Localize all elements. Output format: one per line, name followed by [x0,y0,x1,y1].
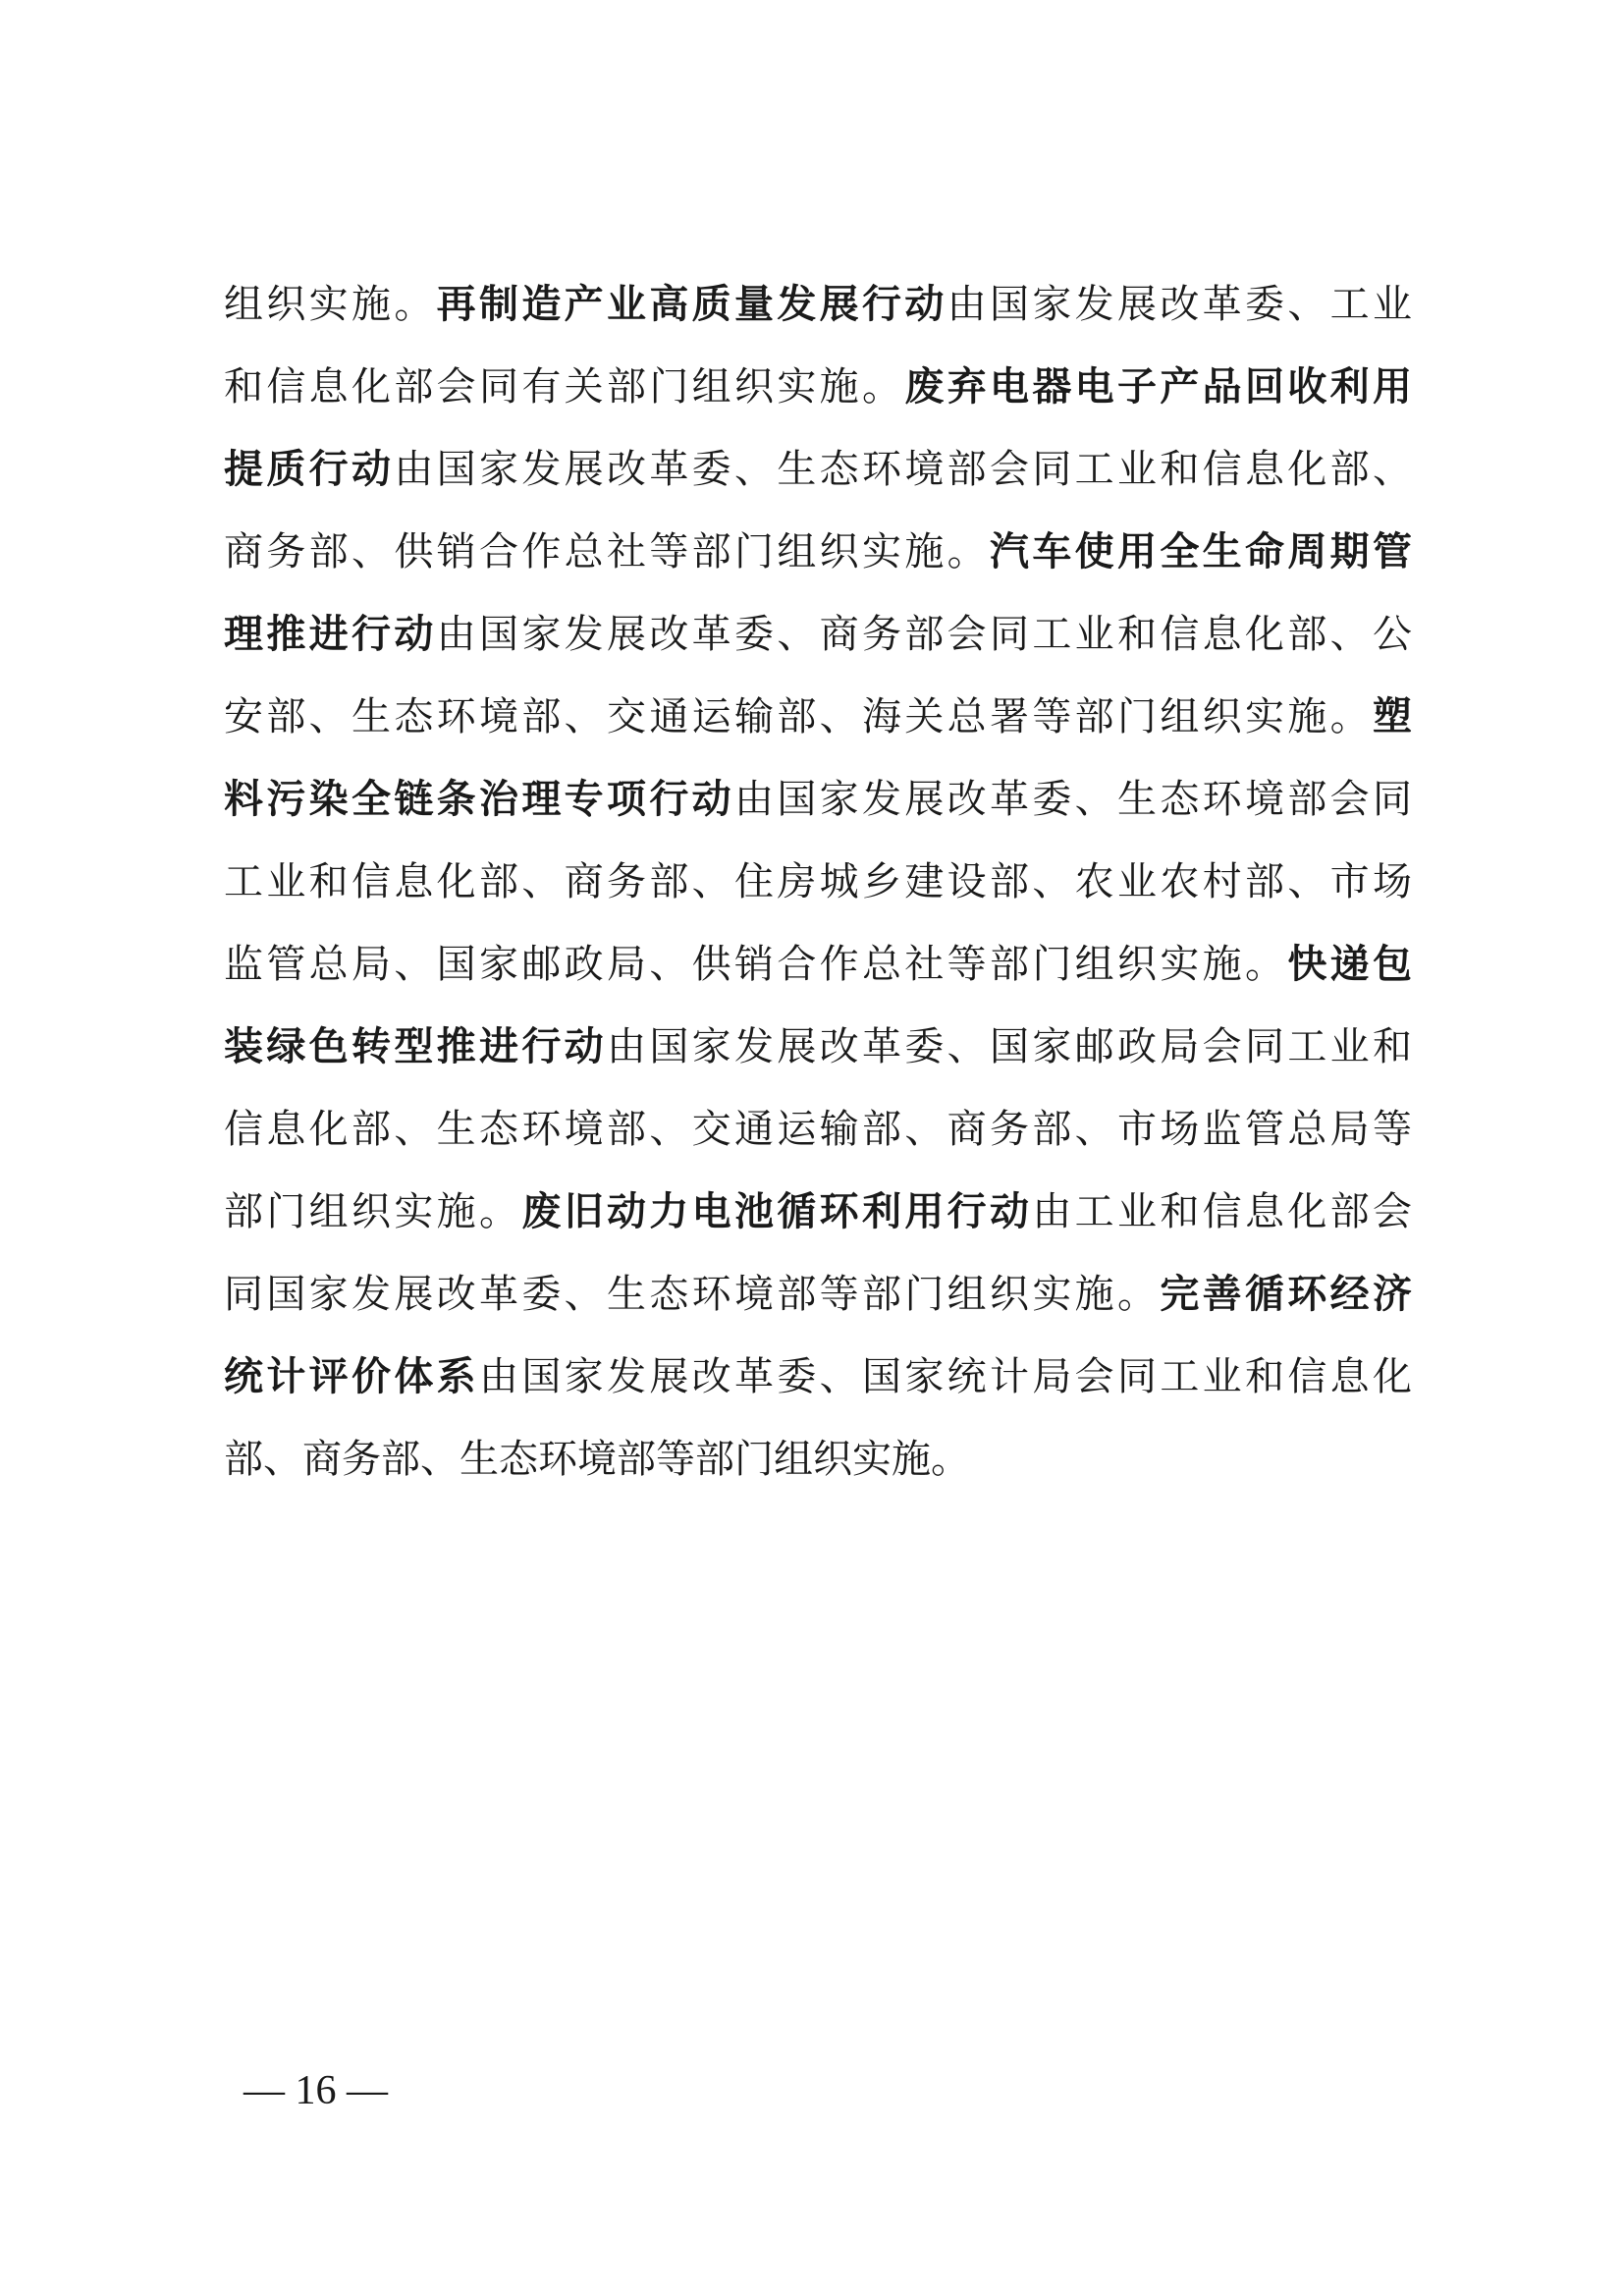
bold-heading-segment: 废弃电器电子产品回收利用 [904,362,1413,410]
bold-heading-segment: 提质行动 [224,445,395,492]
bold-heading-segment: 理推进行动 [224,610,437,657]
text-segment: 组织实施。 [224,282,437,327]
bold-heading-segment: 再制造产业高质量发展行动 [436,281,947,327]
text-line [224,1436,1412,1483]
text-line [224,611,1412,658]
text-segment: 由国家发展改革委、国家邮政局会同工业和 [607,1023,1412,1069]
bold-heading-segment: 汽车使用全生命周期管 [990,527,1412,574]
text-segment: 部门组织实施。 [224,1188,522,1234]
bold-heading-segment: 废旧动力电池循环利用行动 [521,1187,1033,1234]
bold-heading-segment: 统计评价体系 [224,1352,479,1399]
text-segment: 信息化部、生态环境部、交通运输部、商务部、市场监管总局等 [224,1106,1412,1152]
text-line [224,1023,1412,1070]
text-line [224,446,1412,493]
text-line [224,693,1412,740]
bold-heading-segment: 完善循环经济 [1160,1270,1413,1317]
page-number: — 16 — [243,2068,388,2113]
text-line [224,776,1412,823]
text-segment: 由工业和信息化部会 [1032,1188,1413,1234]
text-segment: 由国家发展改革委、生态环境部会同 [734,776,1412,822]
text-line [224,363,1412,410]
text-line [224,1271,1412,1318]
text-line [224,281,1412,328]
text-segment: 由国家发展改革委、国家统计局会同工业和信息化 [479,1353,1412,1399]
text-segment: 同国家发展改革委、生态环境部等部门组织实施。 [224,1271,1161,1317]
bold-heading-segment: 料污染全链条治理专项行动 [224,775,734,822]
text-line [224,941,1412,988]
text-segment: 和信息化部会同有关部门组织实施。 [224,363,905,410]
bold-heading-segment: 装绿色转型推进行动 [224,1022,607,1069]
text-line [224,1353,1412,1400]
text-segment: 商务部、供销合作总社等部门组织实施。 [224,528,990,574]
bold-heading-segment: 塑 [1373,692,1412,739]
text-segment: 部、商务部、生态环境部等部门组织实施。 [224,1436,970,1482]
text-line [224,1188,1412,1235]
text-segment: 由国家发展改革委、生态环境部会同工业和信息化部、 [394,446,1413,492]
text-segment: 监管总局、国家邮政局、供销合作总社等部门组织实施。 [224,941,1288,987]
text-segment: 安部、生态环境部、交通运输部、海关总署等部门组织实施。 [224,693,1373,739]
text-line [224,858,1412,905]
text-segment: 由国家发展改革委、商务部会同工业和信息化部、公 [436,611,1413,657]
bold-heading-segment: 快递包 [1287,940,1413,987]
text-line [224,528,1412,575]
text-line [224,1106,1412,1153]
text-segment: 工业和信息化部、商务部、住房城乡建设部、农业农村部、市场 [224,858,1412,904]
text-segment: 由国家发展改革委、工业 [947,282,1413,327]
